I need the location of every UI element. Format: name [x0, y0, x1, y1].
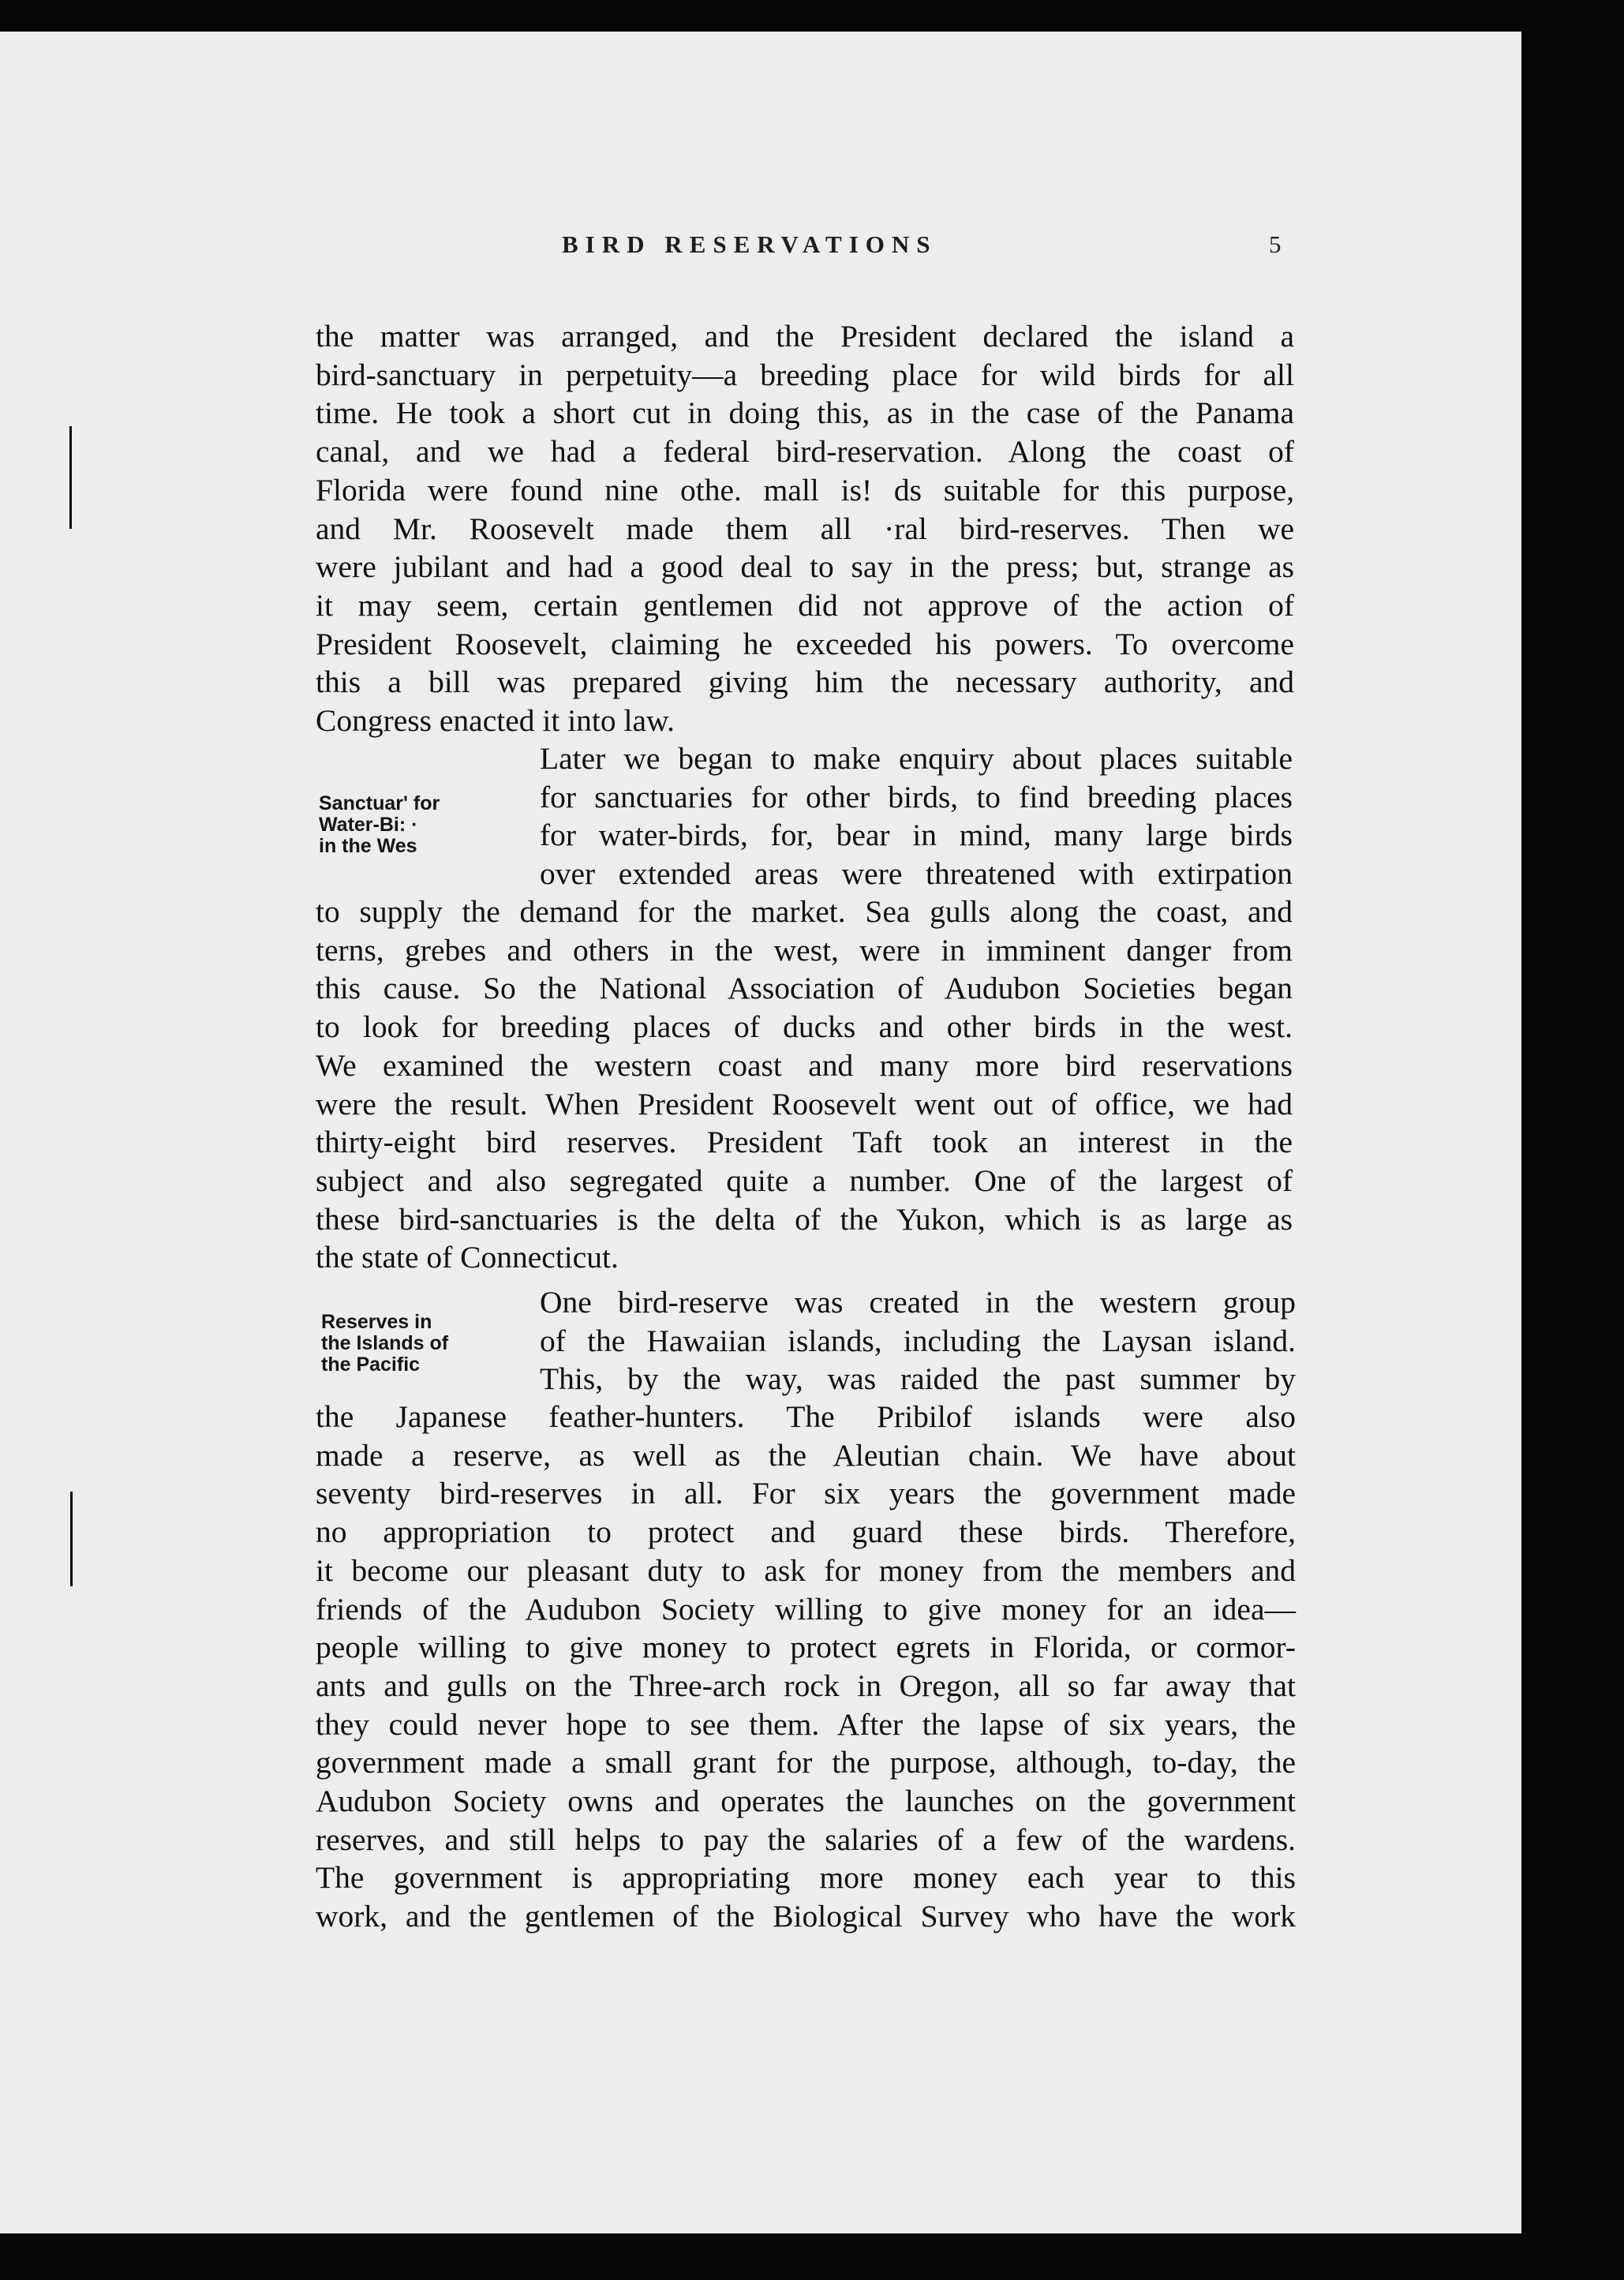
text-line: were the result. When President Roosevelt went out of office, we had — [316, 1086, 1293, 1121]
paragraph-3-indented — [540, 1283, 1296, 1398]
text-line: terns, grebes and others in the west, were in imminent danger from — [316, 932, 1293, 968]
text-line: thirty-eight bird reserves. President Taft took an interest in the — [316, 1125, 1293, 1160]
paragraph-3-full — [316, 1398, 1296, 1936]
text-line: and Mr. Roosevelt made them all ·ral bird-reserves. Then we — [316, 511, 1294, 546]
text-line: Congress enacted it into law. — [316, 703, 675, 739]
text-line: it may seem, certain gentlemen did not approve of the action of — [316, 587, 1294, 623]
page-number: 5 — [1269, 230, 1282, 258]
book-page — [0, 32, 1521, 2233]
text-line: This, by the way, was raided the past summer by — [540, 1361, 1296, 1397]
sidenote-water-birds — [319, 793, 440, 857]
sidenote-line: the Islands of — [321, 1332, 449, 1354]
text-line: the Japanese feather-hunters. The Pribilof islands were also — [316, 1399, 1296, 1434]
text-line: subject and also segregated quite a number. One of the largest of — [316, 1162, 1293, 1198]
text-line: no appropriation to protect and guard these birds. Therefore, — [316, 1514, 1296, 1550]
text-line: these bird-sanctuaries is the delta of the Yukon, which is as large as — [316, 1201, 1293, 1237]
paragraph-1 — [316, 317, 1294, 740]
sidenote-line: Reserves in — [321, 1311, 432, 1333]
text-line: time. He took a short cut in doing this, as in the case of the Panama — [316, 395, 1294, 431]
text-line: reserves, and still helps to pay the salaries of a few of the wardens. — [316, 1821, 1296, 1857]
text-line: over extended areas were threatened with extirpation — [540, 856, 1293, 892]
sidenote-line: in the Wes — [319, 835, 417, 857]
text-line: friends of the Audubon Society willing to give money for an idea— — [316, 1591, 1296, 1627]
text-line: the state of Connecticut. — [316, 1240, 619, 1275]
text-line: it become our pleasant duty to ask for money from the members and — [316, 1552, 1296, 1588]
text-line: One bird-reserve was created in the western group — [540, 1285, 1296, 1320]
text-line: Florida were found nine othe. mall is! ds suitable for this purpose, — [316, 472, 1294, 507]
margin-mark — [70, 1492, 73, 1586]
text-line: bird-sanctuary in perpetuity—a breeding place for wild birds for all — [316, 357, 1294, 392]
text-line: seventy bird-reserves in all. For six years the government made — [316, 1476, 1296, 1511]
text-line: were jubilant and had a good deal to say in the press; but, strange as — [316, 549, 1294, 585]
text-line: government made a small grant for the purpose, although, to-day, the — [316, 1745, 1296, 1780]
margin-mark — [69, 426, 72, 529]
text-line: canal, and we had a federal bird-reservation. Along the coast of — [316, 434, 1294, 470]
text-line: to look for breeding places of ducks and other birds in the west. — [316, 1009, 1293, 1045]
text-line: Later we began to make enquiry about places suitable — [540, 741, 1293, 776]
text-line: they could never hope to see them. After the lapse of six years, the — [316, 1706, 1296, 1742]
text-line: ants and gulls on the Three-arch rock in Oregon, all so far away that — [316, 1668, 1296, 1703]
text-line: We examined the western coast and many more bird reservations — [316, 1047, 1293, 1083]
text-line: this cause. So the National Association of Audubon Societies began — [316, 971, 1293, 1006]
text-line: The government is appropriating more money each year to this — [316, 1860, 1296, 1896]
sidenote-line: Water-Bi: · — [319, 814, 418, 836]
text-line: to supply the demand for the market. Sea gulls along the coast, and — [316, 894, 1293, 929]
sidenote-line: Sanctuar' for — [319, 792, 440, 814]
sidenote-pacific-reserves — [321, 1312, 448, 1376]
text-line: for water-birds, for, bear in mind, many large birds — [540, 818, 1293, 853]
text-line: work, and the gentlemen of the Biological Survey who have the work — [316, 1899, 1296, 1934]
text-line: of the Hawaiian islands, including the Laysan island. — [540, 1323, 1296, 1358]
text-line: people willing to give money to protect egrets in Florida, or cormor- — [316, 1630, 1296, 1665]
text-line: for sanctuaries for other birds, to find breeding places — [540, 779, 1293, 814]
text-line: the matter was arranged, and the President declared the island a — [316, 319, 1294, 354]
running-title: BIRD RESERVATIONS — [562, 230, 937, 258]
sidenote-line: the Pacific — [321, 1353, 421, 1376]
text-line: this a bill was prepared giving him the necessary authority, and — [316, 665, 1294, 700]
paragraph-2-indented — [540, 739, 1293, 893]
text-line: President Roosevelt, claiming he exceeded his powers. To overcome — [316, 626, 1294, 661]
text-line: made a reserve, as well as the Aleutian chain. We have about — [316, 1437, 1296, 1473]
paragraph-2-full — [316, 893, 1293, 1277]
text-line: Audubon Society owns and operates the launches on the government — [316, 1784, 1296, 1819]
